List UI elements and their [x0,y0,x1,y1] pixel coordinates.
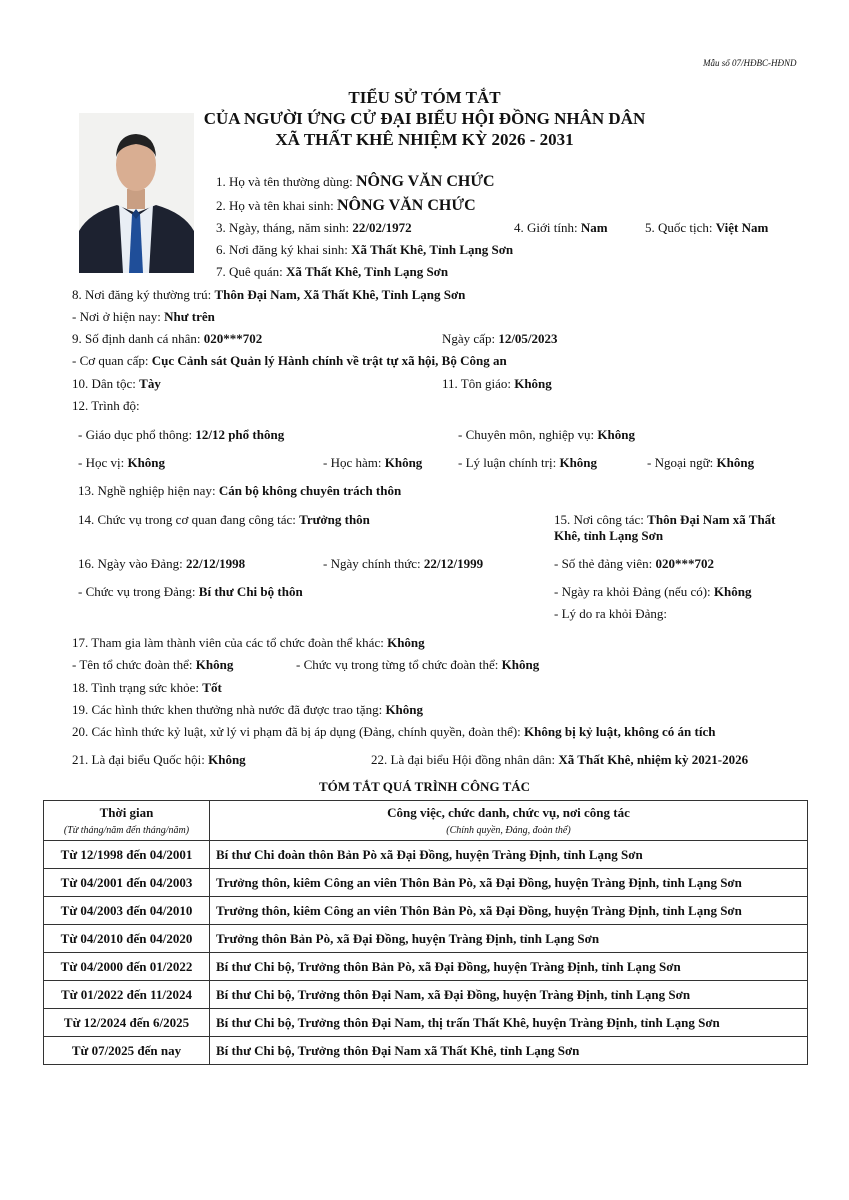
field-religion: 11. Tôn giáo: Không [442,376,552,391]
row-time: Từ 04/2010 đến 04/2020 [44,925,210,953]
field-na-delegate: 21. Là đại biểu Quốc hội: Không [72,752,246,767]
column-header-work [210,801,808,841]
field-permanent-address: 8. Nơi đăng ký thường trú: Thôn Đại Nam, Xã Thất Khê, Tỉnh Lạng Sơn [72,287,466,302]
form-number: Mẫu số 07/HĐBC-HĐND [703,58,797,68]
field-foreign-language: - Ngoại ngữ: Không [647,455,755,470]
field-common-name: 1. Họ và tên thường dùng: NÔNG VĂN CHỨC [216,173,495,190]
row-time: Từ 01/2022 đến 11/2024 [44,981,210,1009]
table-row [44,925,808,953]
table-row [44,869,808,897]
field-id-number: 9. Số định danh cá nhân: 020***702 [72,331,263,346]
field-org-position: - Chức vụ trong từng tổ chức đoàn thể: Không [296,657,540,672]
field-birthplace: 6. Nơi đăng ký khai sinh: Xã Thất Khê, Tỉnh Lạng Sơn [216,242,514,257]
column-header-time-note: (Từ tháng/năm đến tháng/năm) [63,825,190,836]
field-dob: 3. Ngày, tháng, năm sinh: 22/02/1972 [216,220,412,235]
doc-subtitle: CỦA NGƯỜI ỨNG CỬ ĐẠI BIỂU HỘI ĐỒNG NHÂN DÂN [203,109,646,128]
row-description: Trưởng thôn, kiêm Công an viên Thôn Bản Pò, xã Đại Đồng, huyện Tràng Định, tỉnh Lạng Sơn [210,897,808,925]
field-party-leave: - Ngày ra khỏi Đảng (nếu có): Không [554,584,752,599]
table-row [44,953,808,981]
field-gender: 4. Giới tính: Nam [514,220,608,235]
field-degree: - Học vị: Không [78,455,166,470]
work-history-heading: TÓM TẮT QUÁ TRÌNH CÔNG TÁC [318,779,531,794]
table-row [44,1037,808,1065]
field-party-official-date: - Ngày chính thức: 22/12/1999 [323,556,484,571]
work-history-table [43,800,808,1065]
field-discipline: 20. Các hình thức kỷ luật, xử lý vi phạm đã bị áp dụng (Đảng, chính quyền, đoàn thể): Không bị kỷ luật, không có án tích [72,724,716,739]
column-header-work-note: (Chính quyền, Đảng, đoàn thể) [446,825,571,836]
field-party-leave-reason: - Lý do ra khỏi Đảng: [554,606,668,621]
column-header-work-label: Công việc, chức danh, chức vụ, nơi công tác [387,805,630,820]
row-description: Trưởng thôn Bản Pò, xã Đại Đồng, huyện Tràng Định, tỉnh Lạng Sơn [210,925,808,953]
row-time: Từ 12/2024 đến 6/2025 [44,1009,210,1037]
field-birth-name: 2. Họ và tên khai sinh: NÔNG VĂN CHỨC [216,197,476,214]
field-specialty: - Chuyên môn, nghiệp vụ: Không [458,427,635,442]
table-row [44,897,808,925]
row-description: Bí thư Chi đoàn thôn Bản Pò xã Đại Đồng, huyện Tràng Định, tỉnh Lạng Sơn [210,841,808,869]
field-current-address: - Nơi ở hiện nay: Như trên [72,309,215,324]
field-pc-delegate: 22. Là đại biểu Hội đồng nhân dân: Xã Thất Khê, nhiệm kỳ 2021-2026 [371,752,749,767]
doc-title: TIỂU SỬ TÓM TẮT [348,88,501,107]
row-time: Từ 04/2003 đến 04/2010 [44,897,210,925]
field-org-member: 17. Tham gia làm thành viên của các tổ chức đoàn thể khác: Không [72,635,425,650]
row-time: Từ 07/2025 đến nay [44,1037,210,1065]
field-party-position: - Chức vụ trong Đảng: Bí thư Chi bộ thôn [78,584,303,599]
field-party-join-date: 16. Ngày vào Đảng: 22/12/1998 [78,556,246,571]
field-occupation: 13. Nghề nghiệp hiện nay: Cán bộ không chuyên trách thôn [78,483,402,498]
field-issuer: - Cơ quan cấp: Cục Cảnh sát Quản lý Hành chính về trật tự xã hội, Bộ Công an [72,353,507,368]
row-description: Bí thư Chi bộ, Trưởng thôn Bản Pò, xã Đại Đồng, huyện Tràng Định, tỉnh Lạng Sơn [210,953,808,981]
row-time: Từ 04/2001 đến 04/2003 [44,869,210,897]
doc-subtitle-term: XÃ THẤT KHÊ NHIỆM KỲ 2026 - 2031 [275,130,574,149]
table-row [44,981,808,1009]
field-issue-date: Ngày cấp: 12/05/2023 [442,331,558,346]
table-row [44,1009,808,1037]
field-political-theory: - Lý luận chính trị: Không [458,455,598,470]
field-awards: 19. Các hình thức khen thưởng nhà nước đã được trao tặng: Không [72,702,424,717]
field-nationality: 5. Quốc tịch: Việt Nam [645,220,769,235]
field-position: 14. Chức vụ trong cơ quan đang công tác: Trưởng thôn [78,512,370,527]
field-party-card: - Số thẻ đảng viên: 020***702 [554,556,714,571]
field-education-heading: 12. Trình độ: [72,398,140,413]
row-description: Bí thư Chi bộ, Trưởng thôn Đại Nam xã Thất Khê, tỉnh Lạng Sơn [210,1037,808,1065]
row-description: Trưởng thôn, kiêm Công an viên Thôn Bản Pò, xã Đại Đồng, huyện Tràng Định, tỉnh Lạng Sơn [210,869,808,897]
field-ethnic: 10. Dân tộc: Tày [72,376,161,391]
row-description: Bí thư Chi bộ, Trưởng thôn Đại Nam, xã Đại Đồng, huyện Tràng Định, tỉnh Lạng Sơn [210,981,808,1009]
field-general-education: - Giáo dục phổ thông: 12/12 phổ thông [78,427,285,442]
field-hometown: 7. Quê quán: Xã Thất Khê, Tỉnh Lạng Sơn [216,264,449,279]
field-academic-rank: - Học hàm: Không [323,455,423,470]
field-org-name: - Tên tổ chức đoàn thể: Không [72,657,234,672]
row-time: Từ 04/2000 đến 01/2022 [44,953,210,981]
field-health: 18. Tình trạng sức khỏe: Tốt [72,680,222,695]
column-header-time-label: Thời gian [99,805,154,820]
table-header-row [44,801,808,841]
field-workplace-cont: Khê, tỉnh Lạng Sơn [554,528,664,543]
table-row [44,841,808,869]
portrait-photo [79,113,194,273]
row-description: Bí thư Chi bộ, Trưởng thôn Đại Nam, thị trấn Thất Khê, huyện Tràng Định, tỉnh Lạng Sơn [210,1009,808,1037]
field-workplace: 15. Nơi công tác: Thôn Đại Nam xã Thất [554,512,776,527]
column-header-time [44,801,210,841]
row-time: Từ 12/1998 đến 04/2001 [44,841,210,869]
